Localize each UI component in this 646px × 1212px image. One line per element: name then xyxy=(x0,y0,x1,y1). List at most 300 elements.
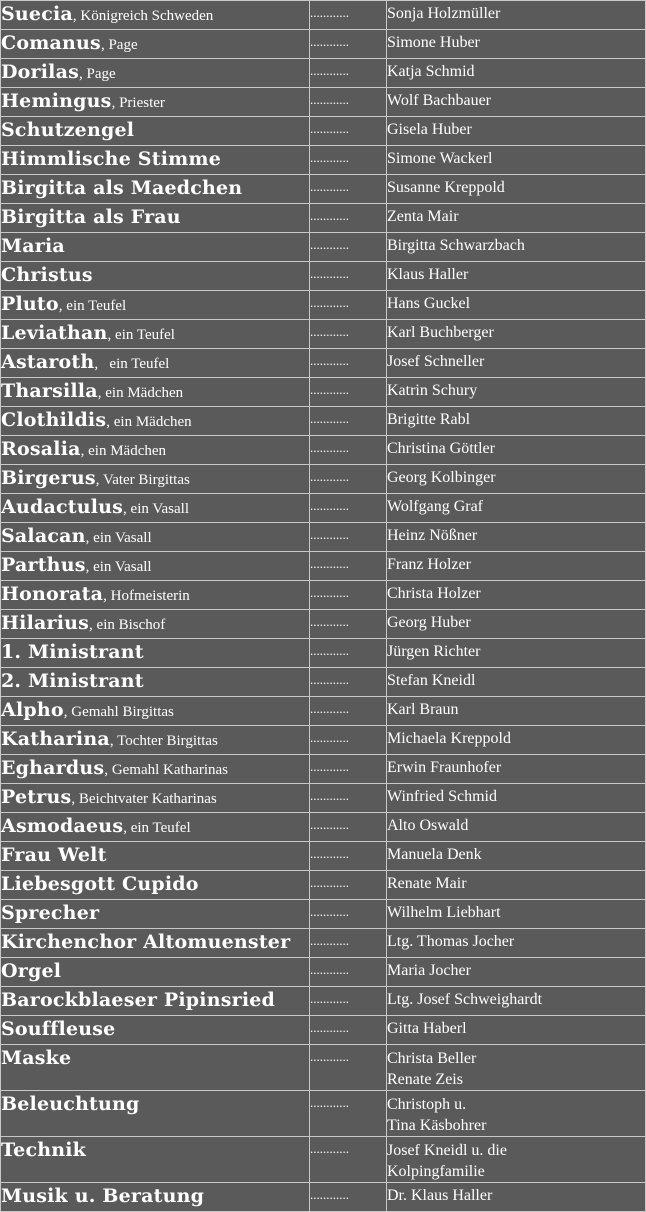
role-cell xyxy=(1,494,310,523)
role-label xyxy=(1,639,309,667)
role-label xyxy=(1,813,309,841)
actor-name: Christa Beller xyxy=(387,1050,477,1067)
role-name: 1. Ministrant xyxy=(1,641,144,663)
leader-dots: ............ xyxy=(310,34,349,49)
actor-name: Karl Buchberger xyxy=(387,324,494,341)
role-description: , Gemahl Birgittas xyxy=(63,704,174,720)
role-name: Technik xyxy=(1,1139,87,1161)
role-label xyxy=(1,146,309,174)
actor-name: Susanne Kreppold xyxy=(387,179,505,196)
role-label xyxy=(1,59,309,87)
role-label xyxy=(1,610,309,638)
actor-name-line2: Tina Käsbohrer xyxy=(387,1117,487,1134)
role-description: , ein Mädchen xyxy=(80,443,167,459)
role-name: Tharsilla xyxy=(1,380,98,402)
actor-name: Wilhelm Liebhart xyxy=(387,904,501,921)
actor-cell xyxy=(387,1091,646,1137)
role-cell xyxy=(1,1045,310,1091)
actor-name: Alto Oswald xyxy=(387,817,469,834)
actor-name: Ltg. Thomas Jocher xyxy=(387,933,515,950)
dots-cell xyxy=(310,1137,387,1183)
role-cell xyxy=(1,146,310,175)
actor-cell xyxy=(387,1137,646,1183)
actor-cell xyxy=(387,552,646,581)
role-cell xyxy=(1,552,310,581)
role-description: , Page xyxy=(79,66,116,82)
cast-row xyxy=(1,523,646,552)
role-name: Dorilas xyxy=(1,61,80,83)
actor-cell xyxy=(387,755,646,784)
cast-row xyxy=(1,697,646,726)
leader-dots: ............ xyxy=(310,1020,349,1035)
role-label xyxy=(1,436,309,464)
role-cell xyxy=(1,88,310,117)
cast-row xyxy=(1,59,646,88)
role-name: Rosalia xyxy=(1,438,81,460)
role-description: , ein Vasall xyxy=(85,559,152,575)
cast-row xyxy=(1,784,646,813)
dots-cell xyxy=(310,349,387,378)
leader-dots: ............ xyxy=(310,266,349,281)
leader-dots: ............ xyxy=(310,237,349,252)
role-name: Hilarius xyxy=(1,612,90,634)
actor-name: Georg Kolbinger xyxy=(387,469,496,486)
dots-cell xyxy=(310,871,387,900)
role-label xyxy=(1,1183,309,1211)
actor-name: Zenta Mair xyxy=(387,208,459,225)
role-cell xyxy=(1,813,310,842)
leader-dots: ............ xyxy=(310,991,349,1006)
dots-cell xyxy=(310,958,387,987)
leader-dots: ............ xyxy=(310,788,349,803)
role-label xyxy=(1,929,309,957)
leader-dots: ............ xyxy=(310,1095,349,1110)
actor-cell xyxy=(387,88,646,117)
actor-cell xyxy=(387,262,646,291)
dots-cell xyxy=(310,987,387,1016)
role-cell xyxy=(1,610,310,639)
leader-dots: ............ xyxy=(310,614,349,629)
actor-cell xyxy=(387,465,646,494)
actor-name-line2: Kolpingfamilie xyxy=(387,1163,485,1180)
cast-row xyxy=(1,1,646,30)
role-name: Honorata xyxy=(1,583,104,605)
leader-dots: ............ xyxy=(310,324,349,339)
role-name: Birgitta als Maedchen xyxy=(1,177,243,199)
dots-cell xyxy=(310,697,387,726)
dots-cell xyxy=(310,291,387,320)
role-name: Clothildis xyxy=(1,409,107,431)
dots-cell xyxy=(310,929,387,958)
actor-name: Katrin Schury xyxy=(387,382,478,399)
cast-row xyxy=(1,204,646,233)
role-cell xyxy=(1,900,310,929)
role-name: Schutzengel xyxy=(1,119,135,141)
role-label xyxy=(1,1045,309,1073)
actor-cell xyxy=(387,668,646,697)
dots-cell xyxy=(310,813,387,842)
role-label xyxy=(1,407,309,435)
role-name: Sprecher xyxy=(1,902,100,924)
dots-cell xyxy=(310,436,387,465)
role-name: 2. Ministrant xyxy=(1,670,144,692)
cast-row xyxy=(1,88,646,117)
role-name: Katharina xyxy=(1,728,110,750)
role-label xyxy=(1,117,309,145)
role-cell xyxy=(1,233,310,262)
role-cell xyxy=(1,407,310,436)
cast-row xyxy=(1,581,646,610)
role-label xyxy=(1,755,309,783)
leader-dots: ............ xyxy=(310,353,349,368)
role-cell xyxy=(1,871,310,900)
actor-name: Hans Guckel xyxy=(387,295,471,312)
role-cell xyxy=(1,987,310,1016)
cast-row xyxy=(1,755,646,784)
actor-name: Renate Mair xyxy=(387,875,467,892)
leader-dots: ............ xyxy=(310,1141,349,1156)
actor-cell xyxy=(387,378,646,407)
cast-row xyxy=(1,842,646,871)
role-description: , ein Vasall xyxy=(123,501,190,517)
leader-dots: ............ xyxy=(310,730,349,745)
role-label xyxy=(1,1091,309,1119)
actor-name: Karl Braun xyxy=(387,701,459,718)
actor-cell xyxy=(387,320,646,349)
actor-cell xyxy=(387,1,646,30)
role-cell xyxy=(1,1137,310,1183)
actor-cell xyxy=(387,233,646,262)
role-description: , ein Teufel xyxy=(94,356,170,372)
actor-name: Franz Holzer xyxy=(387,556,471,573)
actor-name: Simone Huber xyxy=(387,34,480,51)
actor-name: Josef Kneidl u. die xyxy=(387,1142,507,1159)
leader-dots: ............ xyxy=(310,556,349,571)
role-description: , ein Bischof xyxy=(89,617,166,633)
actor-name: Klaus Haller xyxy=(387,266,469,283)
dots-cell xyxy=(310,175,387,204)
role-label xyxy=(1,1,309,29)
role-label xyxy=(1,987,309,1015)
role-label xyxy=(1,30,309,58)
cast-row xyxy=(1,494,646,523)
cast-row xyxy=(1,1045,646,1091)
role-name: Liebesgott Cupido xyxy=(1,873,199,895)
role-label xyxy=(1,697,309,725)
actor-name: Brigitte Rabl xyxy=(387,411,471,428)
leader-dots: ............ xyxy=(310,295,349,310)
dots-cell xyxy=(310,146,387,175)
dots-cell xyxy=(310,784,387,813)
actor-name: Josef Schneller xyxy=(387,353,485,370)
cast-row xyxy=(1,117,646,146)
role-name: Beleuchtung xyxy=(1,1093,140,1115)
role-name: Musik u. Beratung xyxy=(1,1185,205,1207)
cast-row xyxy=(1,639,646,668)
role-name: Astaroth xyxy=(1,351,95,373)
role-name: Salacan xyxy=(1,525,86,547)
role-label xyxy=(1,784,309,812)
cast-row xyxy=(1,958,646,987)
role-cell xyxy=(1,668,310,697)
role-cell xyxy=(1,523,310,552)
cast-row xyxy=(1,552,646,581)
leader-dots: ............ xyxy=(310,440,349,455)
actor-cell xyxy=(387,726,646,755)
actor-cell xyxy=(387,697,646,726)
cast-row xyxy=(1,1183,646,1212)
role-cell xyxy=(1,59,310,88)
role-name: Eghardus xyxy=(1,757,105,779)
role-cell xyxy=(1,755,310,784)
actor-cell xyxy=(387,784,646,813)
leader-dots: ............ xyxy=(310,962,349,977)
role-label xyxy=(1,842,309,870)
role-description: , Priester xyxy=(111,95,165,111)
actor-name: Ltg. Josef Schweighardt xyxy=(387,991,543,1008)
role-label xyxy=(1,668,309,696)
role-name: Souffleuse xyxy=(1,1018,116,1040)
role-label xyxy=(1,349,309,377)
leader-dots: ............ xyxy=(310,933,349,948)
dots-cell xyxy=(310,262,387,291)
role-name: Pluto xyxy=(1,293,59,315)
cast-row xyxy=(1,1137,646,1183)
dots-cell xyxy=(310,88,387,117)
role-name: Parthus xyxy=(1,554,86,576)
actor-cell xyxy=(387,813,646,842)
actor-name: Erwin Fraunhofer xyxy=(387,759,502,776)
role-cell xyxy=(1,958,310,987)
role-name: Birgitta als Frau xyxy=(1,206,181,228)
cast-row xyxy=(1,1091,646,1137)
role-name: Audactulus xyxy=(1,496,124,518)
role-cell xyxy=(1,1091,310,1137)
actor-name: Simone Wackerl xyxy=(387,150,493,167)
cast-row xyxy=(1,436,646,465)
dots-cell xyxy=(310,1183,387,1212)
actor-name: Birgitta Schwarzbach xyxy=(387,237,525,254)
role-description: , ein Teufel xyxy=(58,298,127,314)
role-cell xyxy=(1,291,310,320)
actor-name: Winfried Schmid xyxy=(387,788,497,805)
role-cell xyxy=(1,175,310,204)
actor-cell xyxy=(387,610,646,639)
actor-cell xyxy=(387,1183,646,1212)
cast-row xyxy=(1,1016,646,1045)
leader-dots: ............ xyxy=(310,1187,349,1202)
dots-cell xyxy=(310,233,387,262)
actor-cell xyxy=(387,523,646,552)
leader-dots: ............ xyxy=(310,411,349,426)
leader-dots: ............ xyxy=(310,63,349,78)
role-cell xyxy=(1,30,310,59)
role-label xyxy=(1,726,309,754)
role-name: Orgel xyxy=(1,960,62,982)
role-label xyxy=(1,871,309,899)
actor-name: Christa Holzer xyxy=(387,585,481,602)
actor-name-line2: Renate Zeis xyxy=(387,1071,463,1088)
dots-cell xyxy=(310,465,387,494)
cast-row xyxy=(1,146,646,175)
leader-dots: ............ xyxy=(310,759,349,774)
cast-row xyxy=(1,668,646,697)
role-cell xyxy=(1,436,310,465)
role-name: Petrus xyxy=(1,786,72,808)
actor-cell xyxy=(387,639,646,668)
leader-dots: ............ xyxy=(310,701,349,716)
role-cell xyxy=(1,697,310,726)
role-label xyxy=(1,204,309,232)
role-description: , ein Mädchen xyxy=(97,385,184,401)
cast-row xyxy=(1,465,646,494)
role-cell xyxy=(1,1016,310,1045)
role-name: Maria xyxy=(1,235,65,257)
role-description: , ein Vasall xyxy=(85,530,152,546)
cast-row xyxy=(1,378,646,407)
dots-cell xyxy=(310,552,387,581)
actor-cell xyxy=(387,871,646,900)
actor-cell xyxy=(387,117,646,146)
role-cell xyxy=(1,204,310,233)
dots-cell xyxy=(310,900,387,929)
actor-name: Wolfgang Graf xyxy=(387,498,484,515)
dots-cell xyxy=(310,59,387,88)
actor-cell xyxy=(387,494,646,523)
cast-row xyxy=(1,349,646,378)
role-cell xyxy=(1,117,310,146)
actor-cell xyxy=(387,175,646,204)
cast-row xyxy=(1,407,646,436)
role-cell xyxy=(1,639,310,668)
leader-dots: ............ xyxy=(310,817,349,832)
cast-row xyxy=(1,30,646,59)
dots-cell xyxy=(310,523,387,552)
cast-row xyxy=(1,726,646,755)
role-cell xyxy=(1,349,310,378)
leader-dots: ............ xyxy=(310,469,349,484)
role-name: Barockblaeser Pipinsried xyxy=(1,989,276,1011)
role-label xyxy=(1,291,309,319)
role-description: , Vater Birgittas xyxy=(95,472,190,488)
leader-dots: ............ xyxy=(310,5,349,20)
actor-name: Dr. Klaus Haller xyxy=(387,1187,493,1204)
role-name: Himmlische Stimme xyxy=(1,148,222,170)
cast-row xyxy=(1,929,646,958)
actor-cell xyxy=(387,987,646,1016)
actor-cell xyxy=(387,407,646,436)
role-cell xyxy=(1,929,310,958)
actor-name: Maria Jocher xyxy=(387,962,471,979)
actor-name: Manuela Denk xyxy=(387,846,482,863)
role-label xyxy=(1,552,309,580)
cast-row xyxy=(1,291,646,320)
dots-cell xyxy=(310,726,387,755)
actor-name: Michaela Kreppold xyxy=(387,730,511,747)
role-name: Hemingus xyxy=(1,90,112,112)
role-description: , Hofmeisterin xyxy=(103,588,190,604)
actor-name: Christina Göttler xyxy=(387,440,495,457)
actor-cell xyxy=(387,349,646,378)
actor-cell xyxy=(387,291,646,320)
role-label xyxy=(1,523,309,551)
dots-cell xyxy=(310,755,387,784)
leader-dots: ............ xyxy=(310,875,349,890)
role-label xyxy=(1,175,309,203)
actor-cell xyxy=(387,1016,646,1045)
role-name: Comanus xyxy=(1,32,101,54)
role-description: , ein Mädchen xyxy=(106,414,192,430)
actor-name: Wolf Bachbauer xyxy=(387,92,491,109)
role-label xyxy=(1,1016,309,1044)
dots-cell xyxy=(310,1,387,30)
cast-row xyxy=(1,900,646,929)
leader-dots: ............ xyxy=(310,208,349,223)
role-cell xyxy=(1,465,310,494)
dots-cell xyxy=(310,494,387,523)
role-cell xyxy=(1,842,310,871)
actor-name: Sonja Holzmüller xyxy=(387,5,501,22)
actor-cell xyxy=(387,842,646,871)
leader-dots: ............ xyxy=(310,121,349,136)
actor-cell xyxy=(387,204,646,233)
actor-cell xyxy=(387,30,646,59)
cast-row xyxy=(1,987,646,1016)
role-name: Kirchenchor Altomuenster xyxy=(1,931,291,953)
leader-dots: ............ xyxy=(310,179,349,194)
cast-row xyxy=(1,813,646,842)
cast-table-body xyxy=(1,1,646,1212)
dots-cell xyxy=(310,842,387,871)
dots-cell xyxy=(310,117,387,146)
leader-dots: ............ xyxy=(310,585,349,600)
role-name: Christus xyxy=(1,264,93,286)
role-description: , ein Teufel xyxy=(107,327,175,343)
role-label xyxy=(1,233,309,261)
leader-dots: ............ xyxy=(310,904,349,919)
role-label xyxy=(1,958,309,986)
actor-name: Katja Schmid xyxy=(387,63,475,80)
cast-row xyxy=(1,262,646,291)
actor-cell xyxy=(387,436,646,465)
dots-cell xyxy=(310,639,387,668)
role-name: Maske xyxy=(1,1047,72,1069)
role-label xyxy=(1,494,309,522)
cast-row xyxy=(1,871,646,900)
role-label xyxy=(1,900,309,928)
leader-dots: ............ xyxy=(310,643,349,658)
dots-cell xyxy=(310,581,387,610)
dots-cell xyxy=(310,407,387,436)
actor-cell xyxy=(387,59,646,88)
role-cell xyxy=(1,581,310,610)
role-cell xyxy=(1,1183,310,1212)
actor-name: Georg Huber xyxy=(387,614,471,631)
role-name: Asmodaeus xyxy=(1,815,124,837)
dots-cell xyxy=(310,1045,387,1091)
role-name: Frau Welt xyxy=(1,844,107,866)
dots-cell xyxy=(310,320,387,349)
actor-name: Gitta Haberl xyxy=(387,1020,467,1037)
role-cell xyxy=(1,726,310,755)
dots-cell xyxy=(310,30,387,59)
role-description: , Page xyxy=(100,37,138,53)
leader-dots: ............ xyxy=(310,150,349,165)
actor-name: Gisela Huber xyxy=(387,121,472,138)
role-name: Leviathan xyxy=(1,322,108,344)
leader-dots: ............ xyxy=(310,498,349,513)
dots-cell xyxy=(310,610,387,639)
